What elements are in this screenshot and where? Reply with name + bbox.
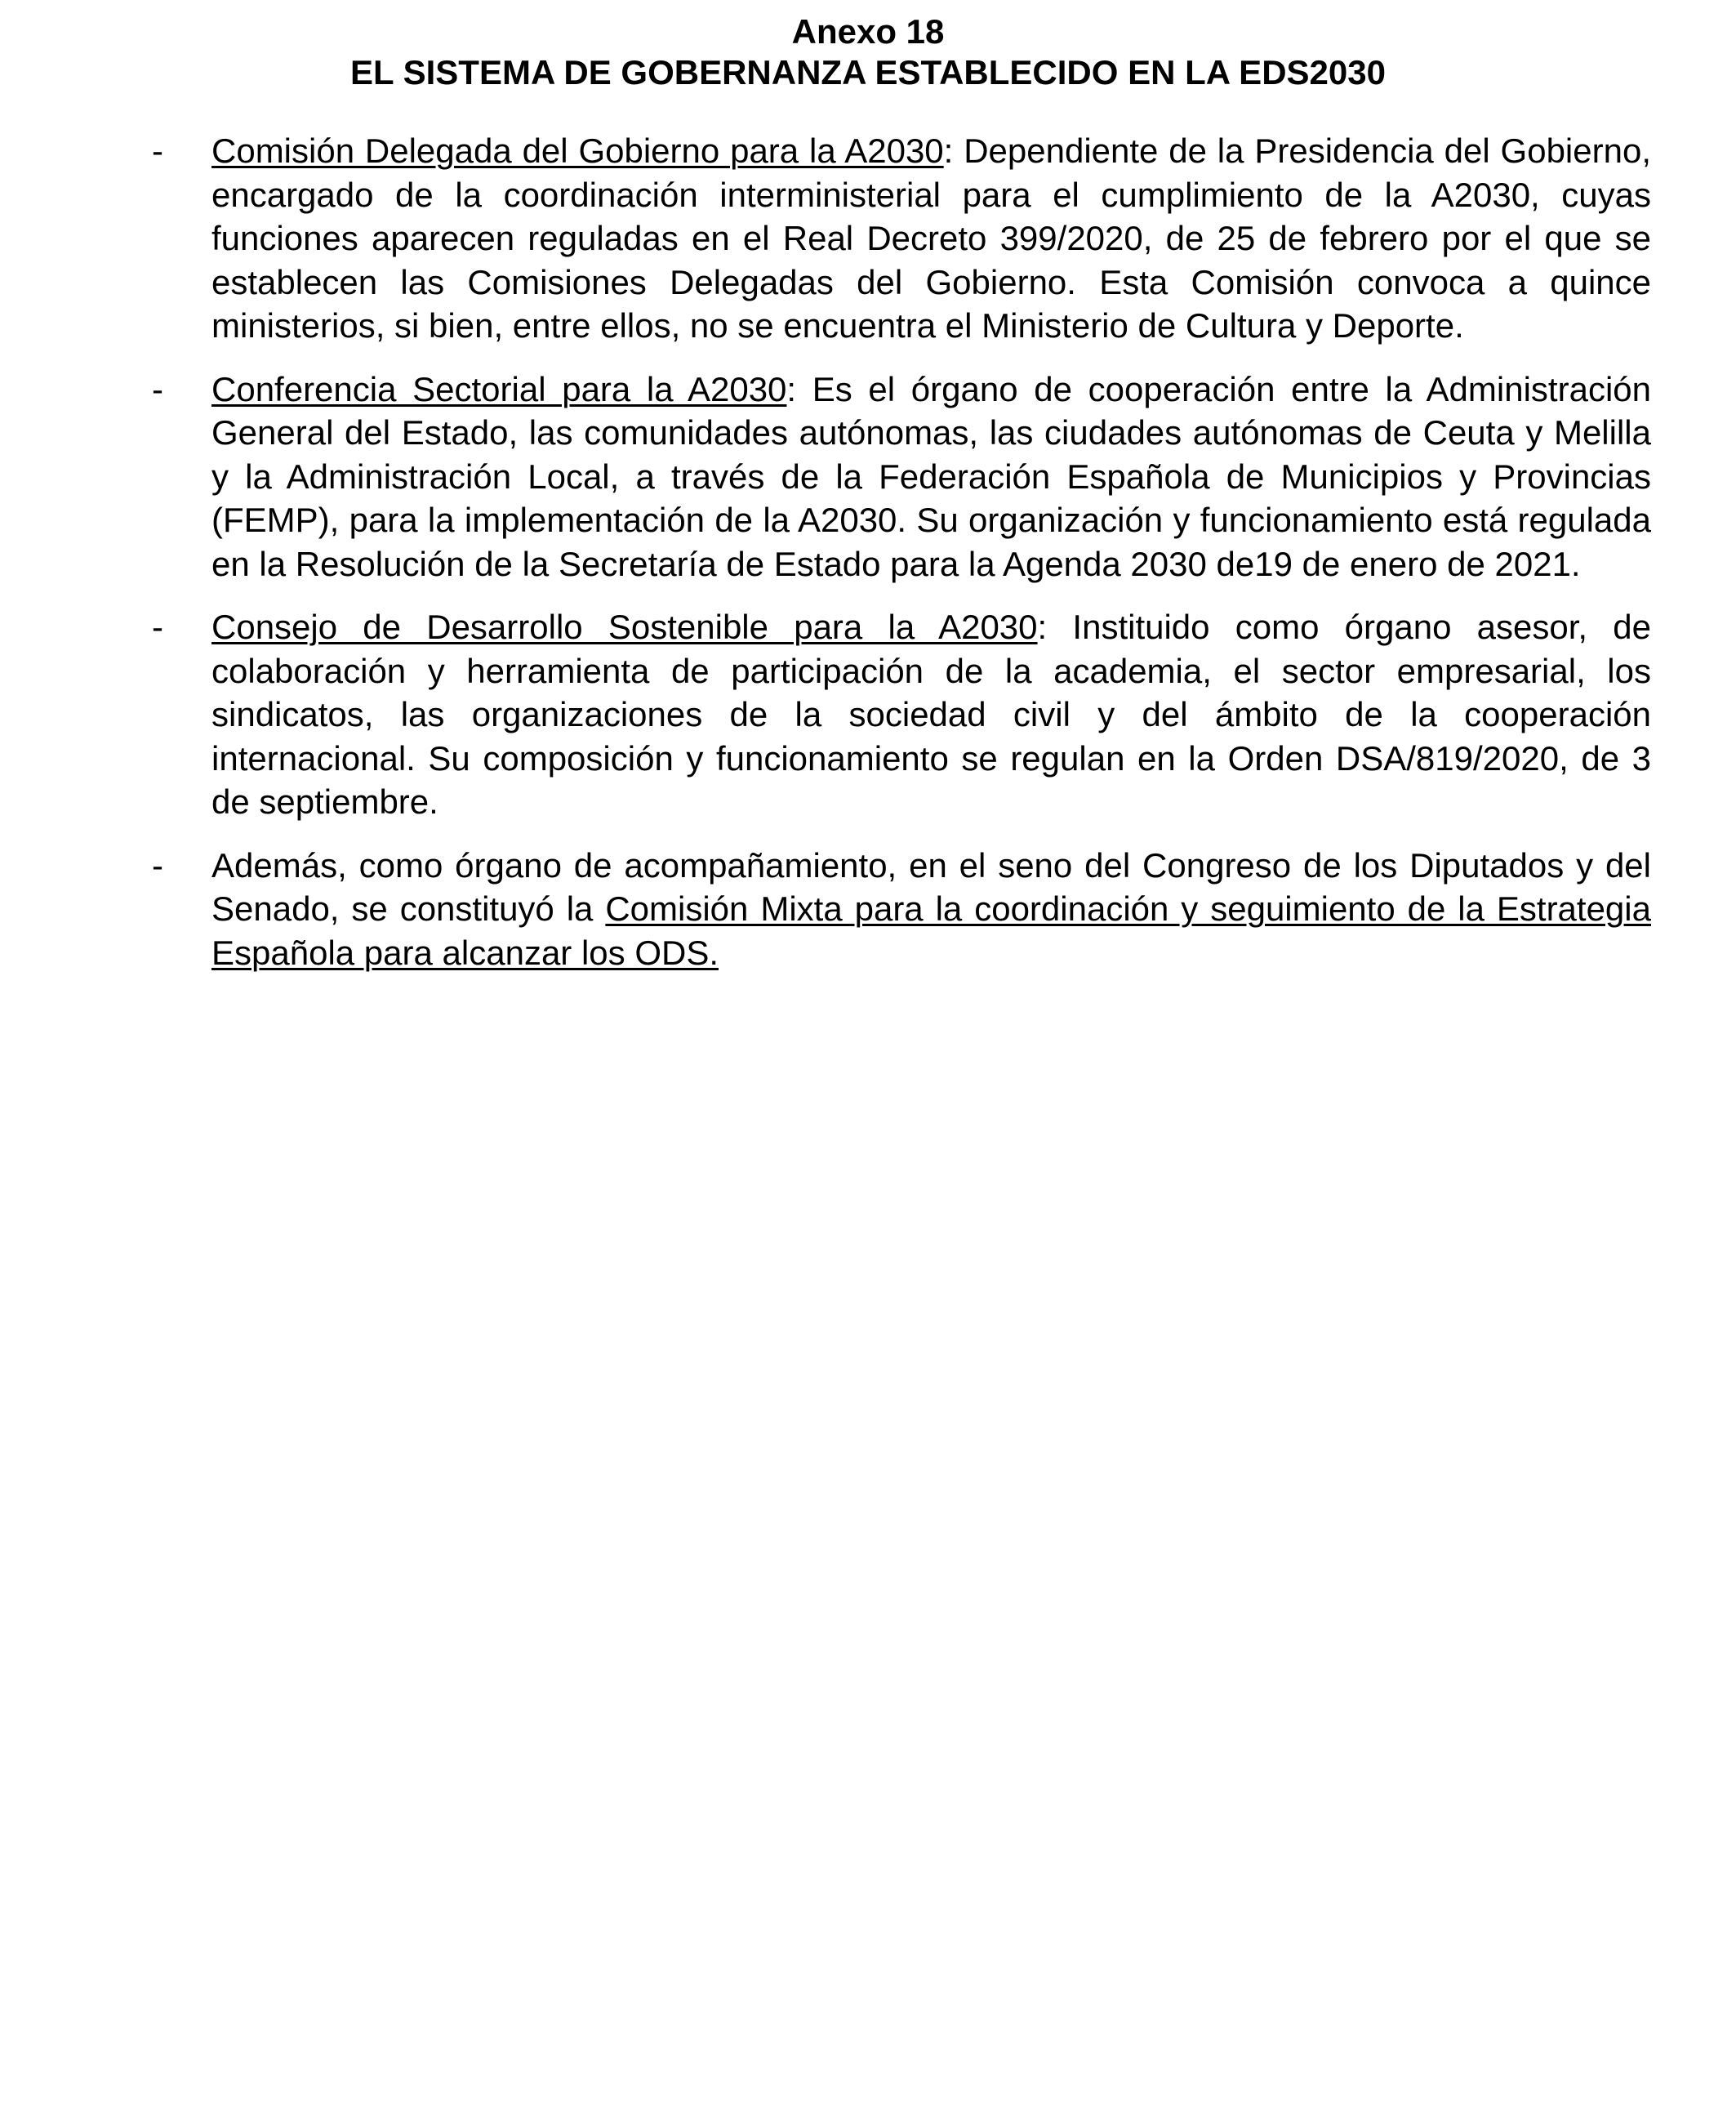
list-dash: - <box>152 369 163 408</box>
item-term: Consejo de Desarrollo Sostenible para la A2030 <box>211 608 1038 646</box>
governance-list <box>152 129 1651 994</box>
list-item-comision-delegada <box>152 129 1651 348</box>
item-term: Comisión Mixta para la coordinación y seguimiento de la Estrategia Española para alcanzar los ODS. <box>211 889 1651 972</box>
list-dash: - <box>152 131 163 170</box>
list-item-consejo-desarrollo <box>152 605 1651 824</box>
annex-number: Anexo 18 <box>791 12 945 51</box>
list-dash: - <box>152 608 163 646</box>
item-description: : Es el órgano de cooperación entre la Administración General del Estado, las comunidades autónomas, las ciudades autónomas de Ceuta y Melilla y la Administración Local, a través de la Federación Española de Municipios y Provincias (FEMP), para la implementación de la A2030. Su organización y funcionamiento está regulada en la Resolución de la Secretaría de Estado para la Agenda 2030 de19 de enero de 2021. <box>211 369 1651 583</box>
list-item-comision-mixta <box>152 844 1651 975</box>
item-description: Además, como órgano de acompañamiento, en el seno del Congreso de los Diputados y del Senado, se constituyó la <box>211 845 1651 928</box>
item-description: : Dependiente de la Presidencia del Gobierno, encargado de la coordinación interministerial para el cumplimiento de la A2030, cuyas funciones aparecen reguladas en el Real Decreto 399/2020, de 25 de febrero por el que se establecen las Comisiones Delegadas del Gobierno. Esta Comisión convoca a quince ministerios, si bien, entre ellos, no se encuentra el Ministerio de Cultura y Deporte. <box>211 131 1651 345</box>
item-term: Conferencia Sectorial para la A2030 <box>211 369 787 408</box>
item-description: : Instituido como órgano asesor, de colaboración y herramienta de participación de la academia, el sector empresarial, los sindicatos, las organizaciones de la sociedad civil y del ámbito de la cooperación internacional. Su composición y funcionamiento se regulan en la Orden DSA/819/2020, de 3 de septiembre. <box>211 608 1651 821</box>
document-header <box>0 11 1736 93</box>
annex-title: EL SISTEMA DE GOBERNANZA ESTABLECIDO EN LA EDS2030 <box>350 53 1386 91</box>
list-dash: - <box>152 845 163 885</box>
list-item-conferencia-sectorial <box>152 368 1651 586</box>
item-term: Comisión Delegada del Gobierno para la A2030 <box>211 131 944 170</box>
